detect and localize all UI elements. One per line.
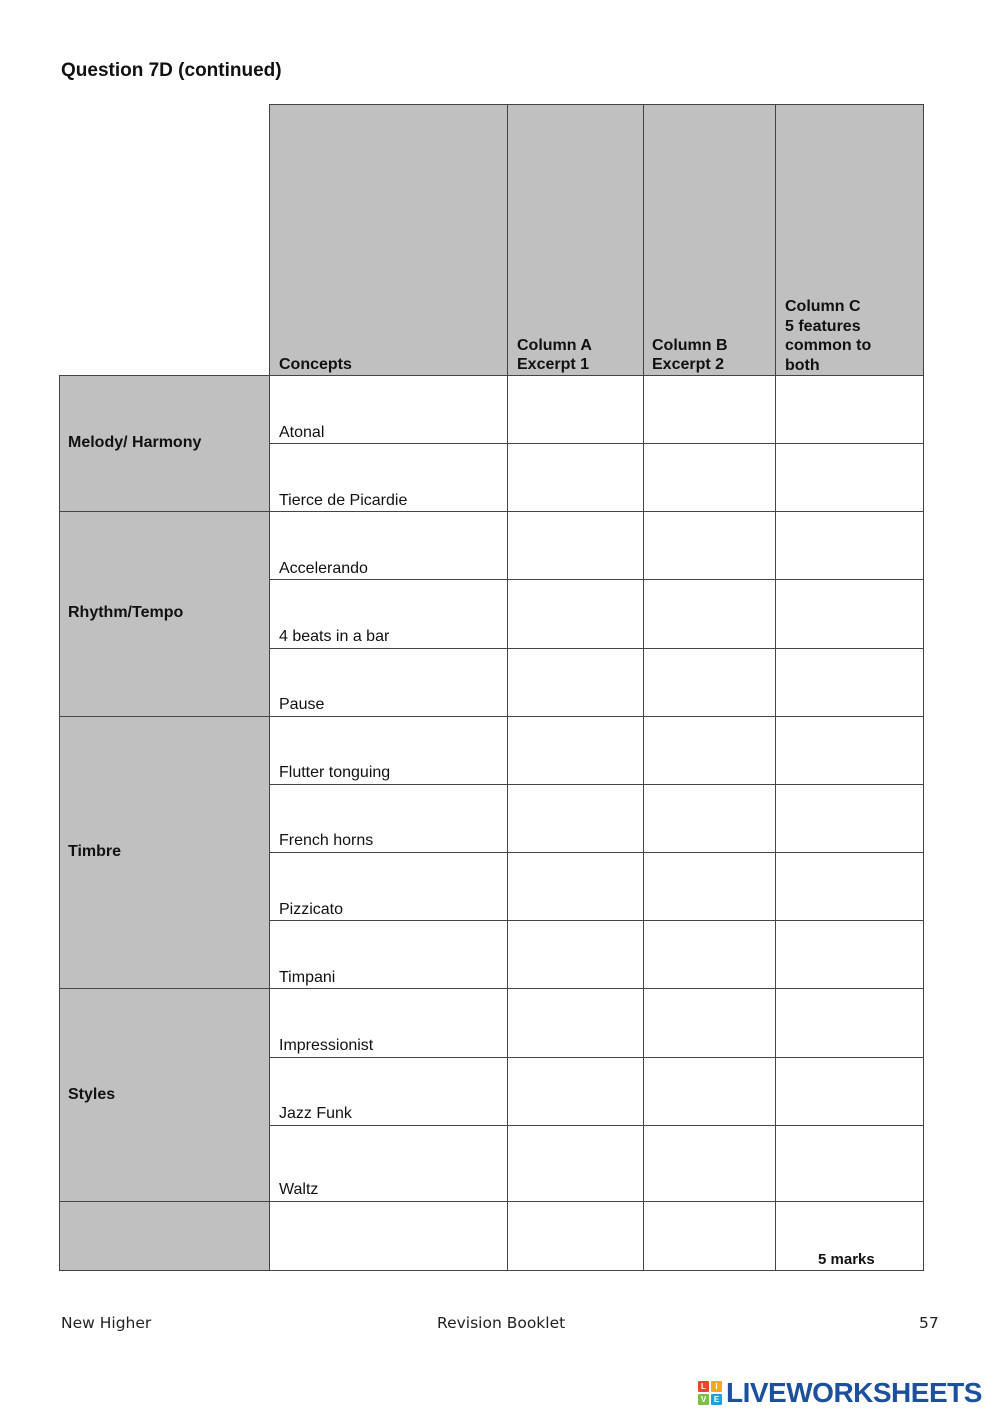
concept-atonal: Atonal: [279, 424, 325, 441]
concept-timpani: Timpani: [279, 969, 336, 986]
logo-mark-letter: V: [698, 1394, 709, 1405]
answer-cell-column-b[interactable]: [645, 990, 774, 1056]
footer-course: New Higher: [61, 1314, 152, 1332]
answer-cell-column-c[interactable]: [777, 513, 922, 578]
answer-cell-column-a[interactable]: [509, 786, 642, 851]
grid-line: [269, 648, 924, 649]
concept-pause: Pause: [279, 696, 325, 713]
grid-line: [59, 988, 924, 989]
logo-text: LIVEWORKSHEETS: [726, 1377, 982, 1408]
grid-line: [269, 784, 924, 785]
answer-cell-column-c[interactable]: [777, 990, 922, 1056]
marks-label: 5 marks: [818, 1251, 875, 1268]
answer-cell-column-a[interactable]: [509, 650, 642, 715]
liveworksheets-logo: [698, 1377, 982, 1409]
answer-cell-column-c[interactable]: [777, 718, 922, 783]
category-column-background: [59, 375, 270, 1271]
grid-line: [507, 104, 508, 1271]
header-column-a: Column A Excerpt 1: [517, 336, 592, 373]
answer-cell-column-c[interactable]: [777, 581, 922, 647]
header-concepts: Concepts: [279, 356, 352, 373]
answer-cell-column-a[interactable]: [509, 1059, 642, 1124]
answer-cell-column-a[interactable]: [509, 513, 642, 578]
answer-cell-column-c[interactable]: [777, 445, 922, 510]
grid-line: [59, 716, 924, 717]
category-styles: Styles: [68, 1086, 116, 1103]
answer-cell-column-b[interactable]: [645, 377, 774, 442]
answer-cell-column-a[interactable]: [509, 445, 642, 510]
grid-line: [269, 852, 924, 853]
grid-line: [59, 1201, 924, 1202]
grid-line: [269, 579, 924, 580]
grid-line: [775, 104, 776, 1271]
concept-accelerando: Accelerando: [279, 560, 368, 577]
grid-line: [269, 920, 924, 921]
page-title: Question 7D (continued): [61, 60, 282, 81]
answer-cell-column-b[interactable]: [645, 445, 774, 510]
concept-pizzicato: Pizzicato: [279, 901, 344, 918]
concept-french-horns: French horns: [279, 832, 374, 849]
concept-waltz: Waltz: [279, 1181, 319, 1198]
answer-cell-column-b[interactable]: [645, 718, 774, 783]
concept-4-beats-in-a-bar: 4 beats in a bar: [279, 628, 390, 645]
answer-cell-column-c[interactable]: [777, 786, 922, 851]
answer-cell-column-c[interactable]: [777, 377, 922, 442]
header-column-b: Column B Excerpt 2: [652, 336, 728, 373]
category-timbre: Timbre: [68, 843, 122, 860]
answer-cell-column-b[interactable]: [645, 922, 774, 987]
answer-cell-column-c[interactable]: [777, 854, 922, 919]
grid-line: [269, 443, 924, 444]
answer-cell-column-c[interactable]: [777, 1059, 922, 1124]
concept-tierce-de-picardie: Tierce de Picardie: [279, 492, 408, 509]
grid-line: [269, 104, 924, 105]
logo-mark-letter: E: [711, 1394, 722, 1405]
answer-cell-column-b[interactable]: [645, 581, 774, 647]
answer-cell-column-a[interactable]: [509, 922, 642, 987]
answer-cell-column-a[interactable]: [509, 718, 642, 783]
concept-flutter-tonguing: Flutter tonguing: [279, 764, 391, 781]
answer-cell-column-a[interactable]: [509, 854, 642, 919]
answer-cell-column-a[interactable]: [509, 1127, 642, 1200]
page-number: 57: [919, 1314, 939, 1332]
category-rhythm-tempo: Rhythm/Tempo: [68, 604, 184, 621]
concept-jazz-funk: Jazz Funk: [279, 1105, 352, 1122]
answer-cell-column-b[interactable]: [645, 513, 774, 578]
grid-line: [923, 104, 924, 1271]
grid-line: [643, 104, 644, 1271]
answer-cell-column-c[interactable]: [777, 922, 922, 987]
answer-cell-column-a[interactable]: [509, 581, 642, 647]
answer-cell-column-b[interactable]: [645, 786, 774, 851]
grid-line: [269, 104, 270, 1271]
answer-cell-column-b[interactable]: [645, 650, 774, 715]
answer-cell-column-c[interactable]: [777, 1127, 922, 1200]
grid-line: [59, 375, 924, 376]
grid-line: [59, 1270, 924, 1271]
answer-cell-column-b[interactable]: [645, 1127, 774, 1200]
logo-mark-letter: L: [698, 1381, 709, 1392]
answer-cell-column-b[interactable]: [645, 854, 774, 919]
answer-cell-column-a[interactable]: [509, 990, 642, 1056]
header-column-c: Column C 5 features common to both: [785, 298, 872, 374]
category-melody-harmony: Melody/ Harmony: [68, 434, 202, 451]
answer-cell-column-c[interactable]: [777, 650, 922, 715]
answer-cell-column-a[interactable]: [509, 377, 642, 442]
concept-impressionist: Impressionist: [279, 1037, 374, 1054]
grid-line: [59, 511, 924, 512]
logo-mark-icon: [698, 1381, 722, 1405]
grid-line: [269, 1125, 924, 1126]
answer-cell-column-b[interactable]: [645, 1059, 774, 1124]
logo-mark-letter: I: [711, 1381, 722, 1392]
grid-line: [59, 375, 60, 1271]
grid-line: [269, 1057, 924, 1058]
footer-booklet: Revision Booklet: [437, 1314, 566, 1332]
